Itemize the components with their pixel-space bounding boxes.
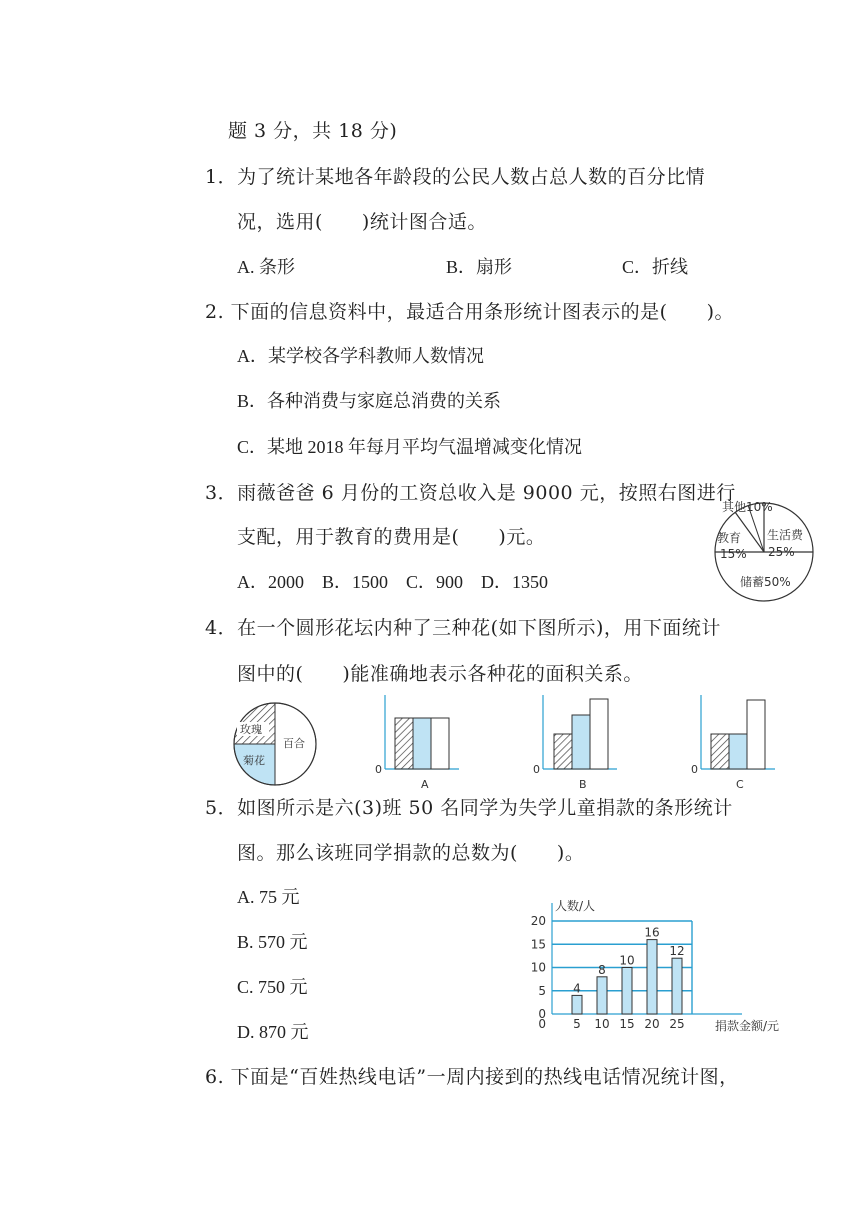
q4-a-zero: 0 (375, 763, 382, 776)
q4-pie-label-rose: 玫瑰 (240, 723, 262, 736)
q4-pie-label-lily: 百合 (283, 737, 305, 750)
bar-value-label: 4 (573, 981, 581, 996)
bar (672, 958, 682, 1014)
q4-a-label: A (421, 778, 429, 791)
q2-line1: 2. 下面的信息资料中，最适合用条形统计图表示的是( )。 (205, 301, 734, 323)
x-tick-label: 5 (573, 1017, 581, 1031)
q5-y-axis-label: 人数/人 (555, 899, 596, 913)
q5-bar-chart (525, 893, 790, 1038)
q1-line1: 1．为了统计某地各年龄段的公民人数占总人数的百分比情 (205, 166, 706, 188)
q3-line1: 3．雨薇爸爸 6 月份的工资总收入是 9000 元，按照右图进行 (205, 482, 736, 504)
q1-line2: 况，选用( )统计图合适。 (237, 211, 487, 233)
x-tick-label: 10 (594, 1017, 610, 1031)
q4-bar-chart-b (533, 695, 617, 791)
bar (622, 968, 632, 1015)
bar-value-label: 16 (644, 925, 660, 940)
q2-option-b: B．各种消费与家庭总消费的关系 (237, 391, 502, 411)
q5-option-b: B. 570 元 (237, 932, 308, 952)
bar (647, 940, 657, 1014)
q4-c-label: C (736, 778, 744, 791)
y-tick-label: 10 (530, 960, 546, 975)
q4-bar-chart-a (375, 695, 459, 791)
x-tick-label: 25 (669, 1017, 685, 1031)
x-origin-label: 0 (538, 1017, 546, 1031)
bar (572, 995, 582, 1014)
y-tick-label: 15 (530, 937, 546, 952)
intro-line: 题 3 分，共 18 分) (228, 120, 398, 142)
q4-pie-label-chrysanthemum: 菊花 (243, 754, 265, 767)
q3-pie-label-other: 其他10% (722, 500, 773, 514)
q5-option-d: D. 870 元 (237, 1022, 309, 1042)
bar (597, 977, 607, 1014)
bar-value-label: 8 (598, 962, 606, 977)
q3-pie-chart (700, 492, 820, 602)
q4-flower-pie (234, 703, 316, 785)
y-tick-label: 0 (538, 1007, 546, 1021)
q5-line2: 图。那么该班同学捐款的总数为( )。 (237, 842, 585, 864)
y-tick-label: 5 (538, 983, 546, 998)
q4-line2: 图中的( )能准确地表示各种花的面积关系。 (237, 663, 643, 685)
q1-option-a: A. 条形 (237, 257, 295, 277)
q3-pie-label-saving: 储蓄50% (740, 575, 791, 589)
q3-line2: 支配，用于教育的费用是( )元。 (237, 526, 546, 548)
q4-figures (225, 690, 785, 795)
q3-pie-label-edu: 教育 (717, 531, 742, 545)
q5-line1: 5．如图所示是六(3)班 50 名同学为失学儿童捐款的条形统计 (205, 797, 733, 819)
q4-c-zero: 0 (691, 763, 698, 776)
q5-option-a: A. 75 元 (237, 887, 300, 907)
bar-value-label: 12 (669, 944, 685, 959)
q2-option-a: A．某学校各学科教师人数情况 (237, 346, 484, 366)
q4-line1: 4．在一个圆形花坛内种了三种花(如下图所示)，用下面统计 (205, 617, 721, 639)
q3-options: A．2000 B．1500 C．900 D．1350 (237, 572, 549, 592)
q4-b-zero: 0 (533, 763, 540, 776)
q5-option-c: C. 750 元 (237, 977, 308, 997)
bar-value-label: 10 (619, 953, 635, 968)
q5-x-axis-label: 捐款金额/元 (715, 1019, 780, 1033)
q6-line1: 6. 下面是“百姓热线电话”一周内接到的热线电话情况统计图， (205, 1066, 739, 1088)
q4-bar-chart-c (691, 695, 775, 791)
y-tick-label: 20 (530, 914, 546, 928)
q1-option-c: C．折线 (622, 257, 689, 277)
x-tick-label: 20 (644, 1017, 660, 1031)
q3-pie-label-living-pct: 25% (768, 545, 795, 559)
q3-pie-label-edu-pct: 15% (720, 547, 747, 561)
q1-option-b: B．扇形 (446, 257, 513, 277)
q4-b-label: B (579, 778, 587, 791)
x-tick-label: 15 (619, 1017, 635, 1031)
q2-option-c: C．某地 2018 年每月平均气温增减变化情况 (237, 437, 583, 457)
q3-pie-label-living: 生活费 (767, 528, 804, 542)
